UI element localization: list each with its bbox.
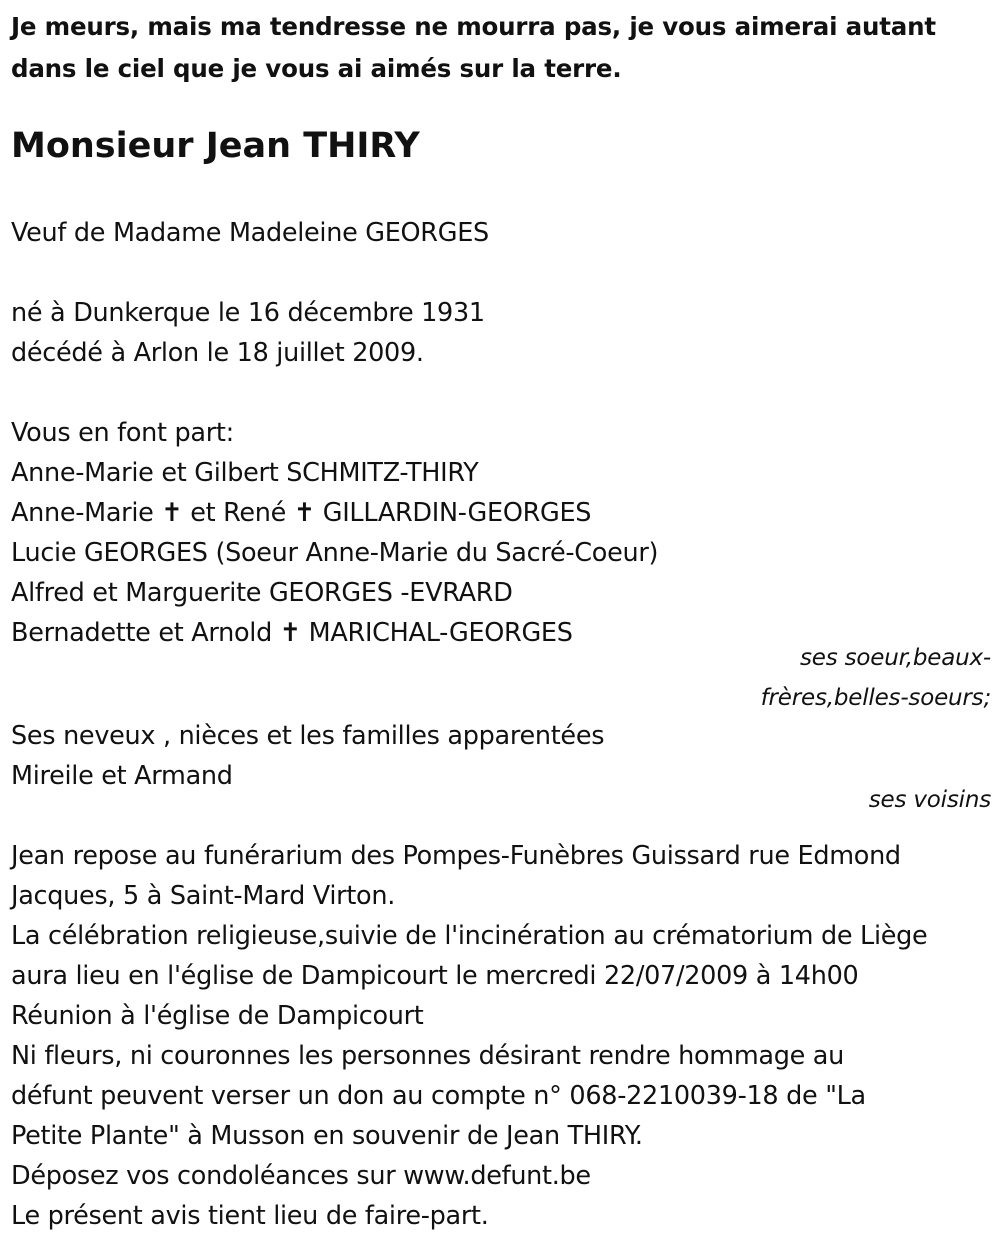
details-block bbox=[11, 836, 927, 1236]
neighbours-role bbox=[869, 780, 991, 820]
epitaph-quote bbox=[11, 6, 986, 90]
detail-line: Ni fleurs, ni couronnes les personnes désirant rendre hommage au bbox=[11, 1041, 844, 1071]
widower-block bbox=[11, 213, 489, 253]
neighbours-text: Mireile et Armand bbox=[11, 761, 233, 791]
family-line bbox=[11, 533, 658, 573]
detail-line: Réunion à l'église de Dampicourt bbox=[11, 1001, 424, 1031]
quote-line-1: Je meurs, mais ma tendresse ne mourra pas, je vous aimerai autant bbox=[11, 12, 936, 41]
cross-icon: ✝ bbox=[293, 498, 315, 528]
family-text: Alfred et Marguerite GEORGES -EVRARD bbox=[11, 578, 513, 608]
detail-line: Déposez vos condoléances sur www.defunt.be bbox=[11, 1161, 591, 1191]
family-text: Anne-Marie bbox=[11, 498, 154, 528]
family-line bbox=[11, 453, 658, 493]
family-block bbox=[11, 413, 658, 653]
detail-line: La célébration religieuse,suivie de l'incinération au crématorium de Liège bbox=[11, 921, 928, 951]
family-text: Bernadette et Arnold bbox=[11, 618, 280, 648]
quote-line-2: dans le ciel que je vous ai aimés sur la terre. bbox=[11, 54, 622, 83]
cross-icon: ✝ bbox=[161, 498, 183, 528]
family-role-line-1: ses soeur,beaux- bbox=[800, 645, 991, 671]
family-line bbox=[11, 613, 658, 653]
family-role bbox=[761, 638, 991, 718]
detail-line: aura lieu en l'église de Dampicourt le mercredi 22/07/2009 à 14h00 bbox=[11, 961, 859, 991]
family-text: MARICHAL-GEORGES bbox=[300, 618, 573, 648]
family-text: GILLARDIN-GEORGES bbox=[314, 498, 592, 528]
family-text: Lucie GEORGES (Soeur Anne-Marie du Sacré-Coeur) bbox=[11, 538, 659, 568]
detail-line: défunt peuvent verser un don au compte n° 068-2210039-18 de "La bbox=[11, 1081, 866, 1111]
family-line bbox=[11, 493, 658, 533]
family-line bbox=[11, 573, 658, 613]
neighbours-role-text: ses voisins bbox=[868, 787, 991, 813]
family-text: Anne-Marie et Gilbert SCHMITZ-THIRY bbox=[11, 458, 479, 488]
dates-block bbox=[11, 293, 485, 373]
relatives-block bbox=[11, 716, 604, 796]
birth-text: né à Dunkerque le 16 décembre 1931 bbox=[11, 298, 485, 328]
cross-icon: ✝ bbox=[279, 618, 301, 648]
deceased-name: Monsieur Jean THIRY bbox=[11, 126, 420, 166]
detail-line: Le présent avis tient lieu de faire-part. bbox=[11, 1201, 489, 1231]
family-text: et René bbox=[182, 498, 294, 528]
detail-line: Jean repose au funérarium des Pompes-Funèbres Guissard rue Edmond bbox=[11, 841, 901, 871]
nephews-text: Ses neveux , nièces et les familles apparentées bbox=[11, 721, 605, 751]
detail-line: Jacques, 5 à Saint-Mard Virton. bbox=[11, 881, 395, 911]
death-text: décédé à Arlon le 18 juillet 2009. bbox=[11, 338, 424, 368]
announce-intro: Vous en font part: bbox=[11, 418, 234, 448]
family-role-line-2: frères,belles-soeurs; bbox=[760, 685, 991, 711]
detail-line: Petite Plante" à Musson en souvenir de Jean THIRY. bbox=[11, 1121, 643, 1151]
widower-text: Veuf de Madame Madeleine GEORGES bbox=[11, 218, 489, 248]
